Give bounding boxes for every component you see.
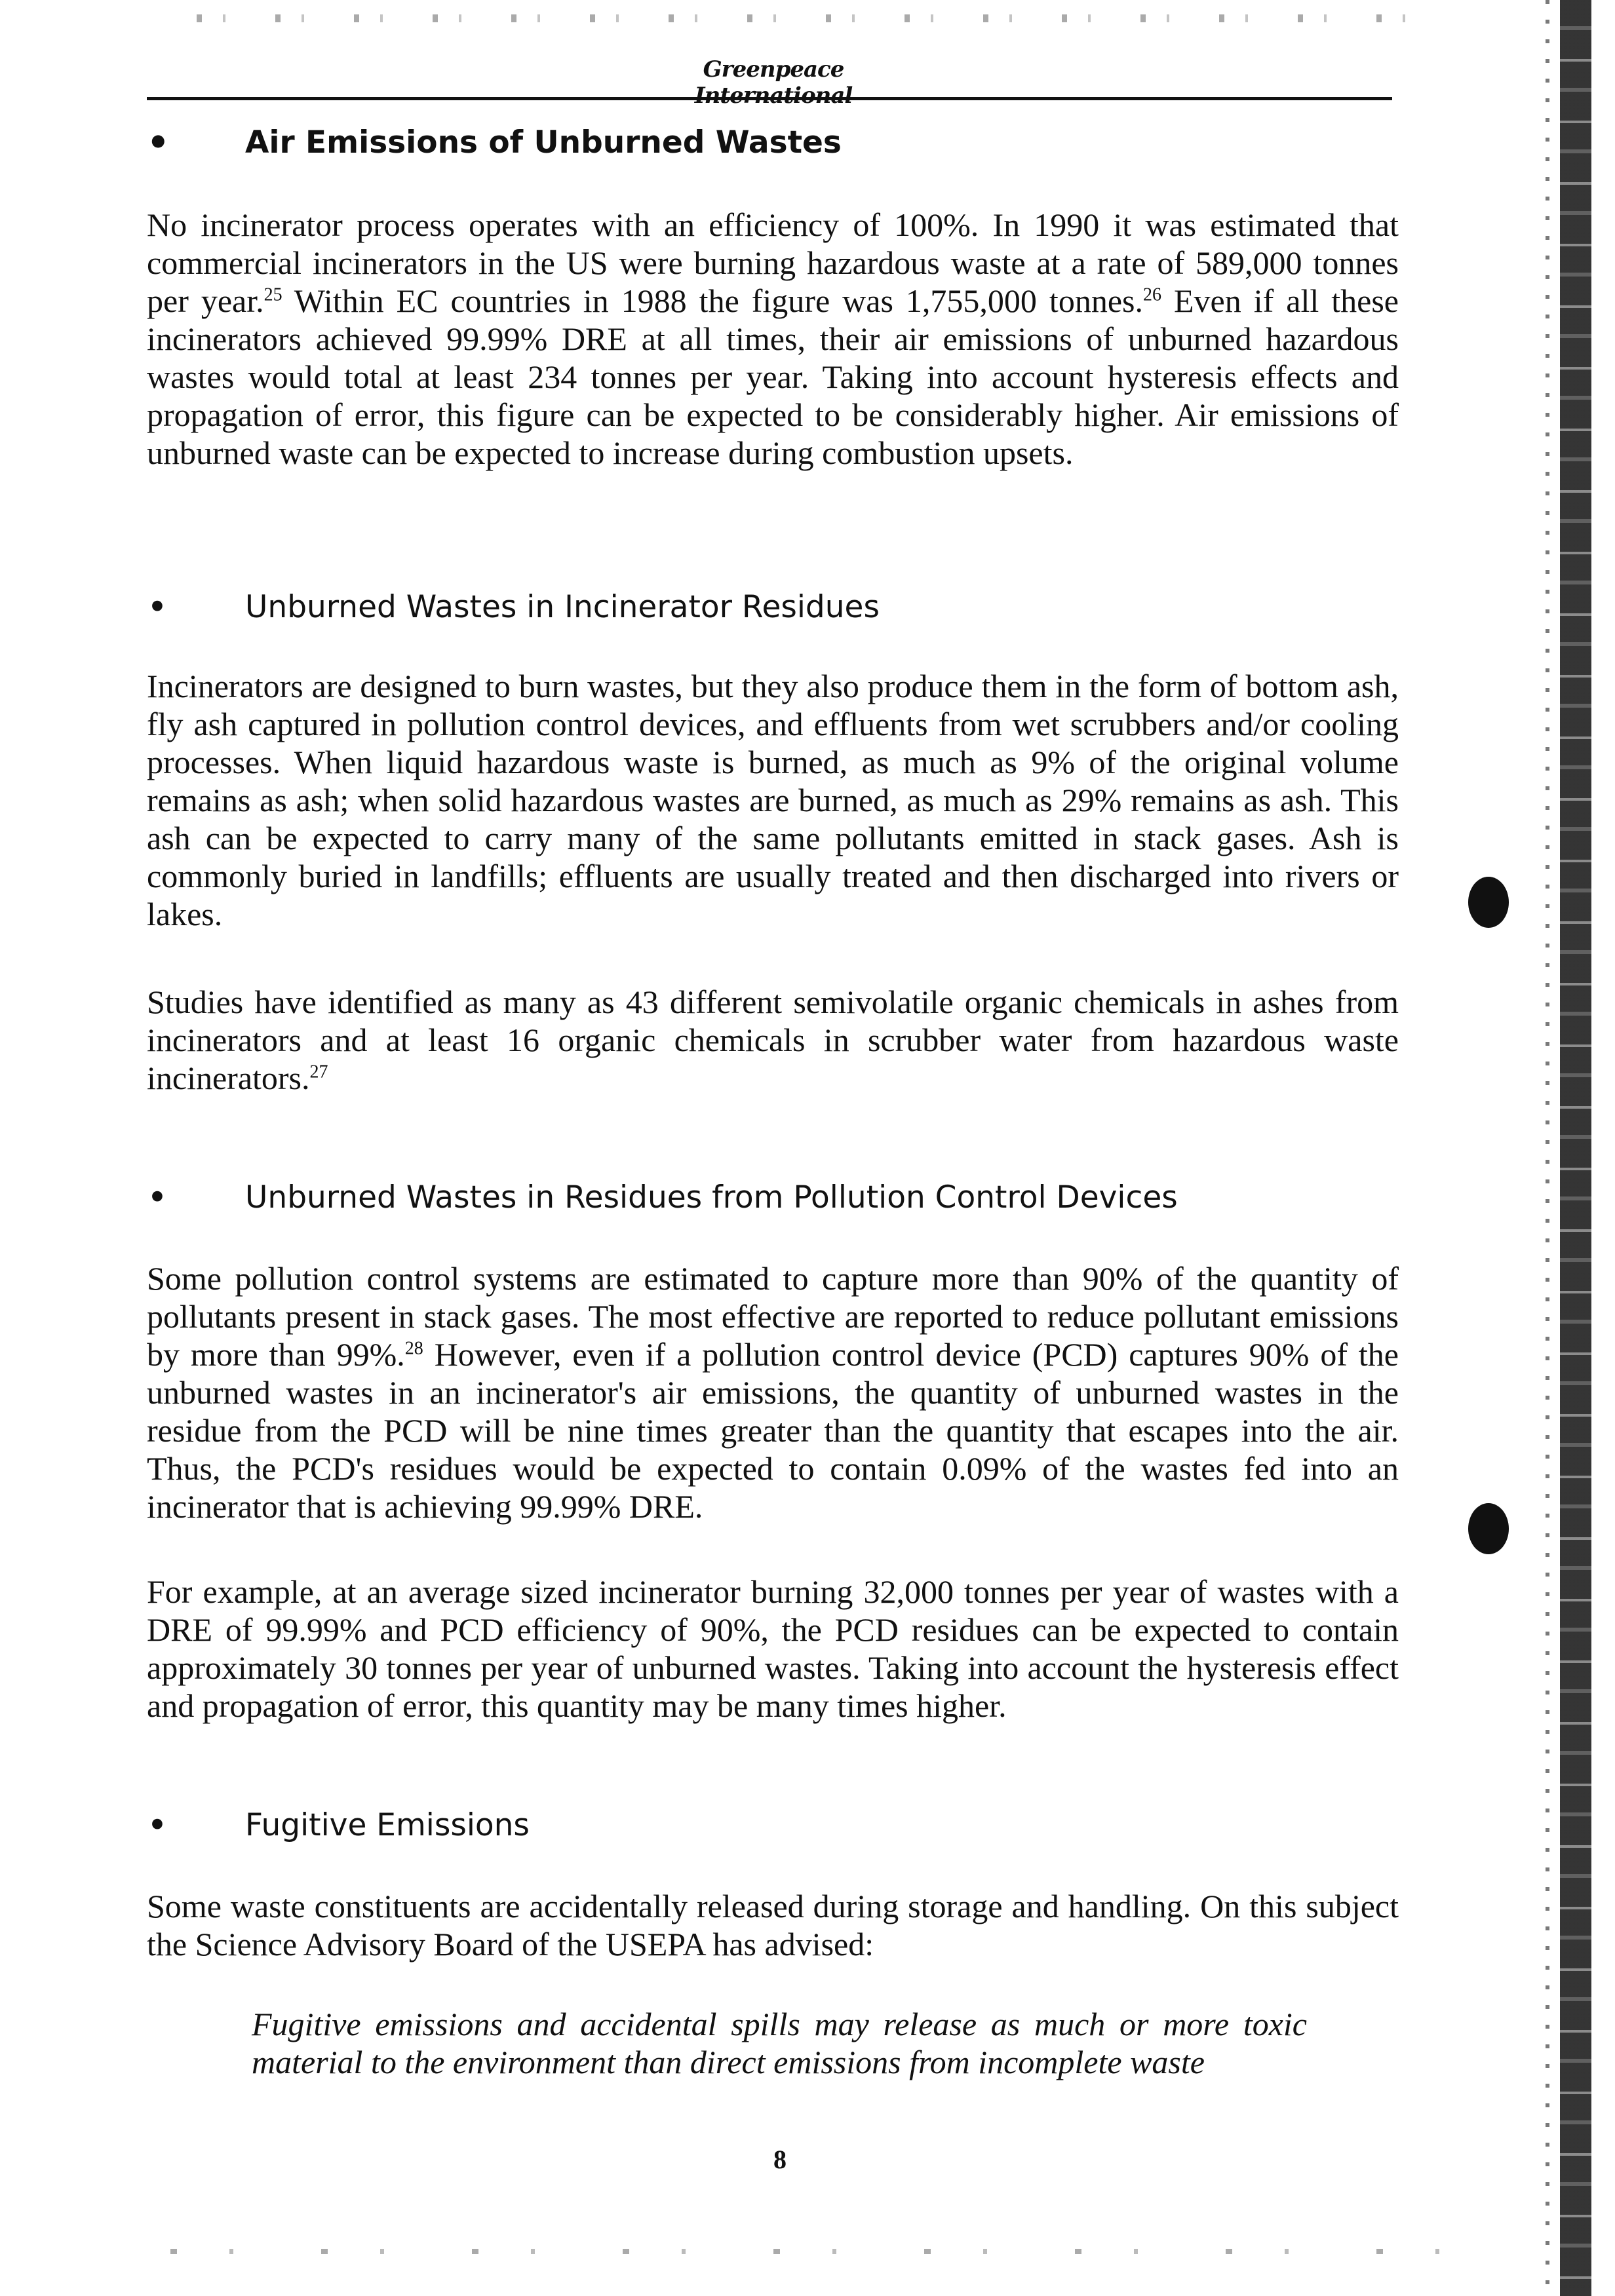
- header-rule: [147, 97, 1392, 100]
- scan-edge-speckle: [1546, 0, 1549, 2296]
- section-heading-pcd-residues: [147, 1177, 1178, 1218]
- bullet-icon: •: [147, 1805, 168, 1846]
- footnote-ref: 28: [404, 1338, 423, 1359]
- footnote-ref: 25: [263, 284, 282, 305]
- scan-edge-shadow: [1560, 0, 1591, 2296]
- bullet-icon: •: [147, 1177, 168, 1218]
- paragraph: Some waste constituents are accidentally released during storage and handling. On this subject the Science Advisory Board of the USEPA has advised:: [147, 1888, 1399, 1962]
- paragraph: No incinerator process operates with an efficiency of 100%. In 1990 it was estimated that commercial incinerators in the US were burning hazardous waste at a rate of 589,000 tonnes per year.$^{25}$ Within EC countries in 1988 the figure was 1,755,000 tonnes.$^{26}$ Even if all these incinerators achieved 99.99% DRE at all times, their air emissions of unburned hazardous wastes would total at least 234 tonnes per year. Taking into account hysteresis effects and propagation of error, this figure can be expected to be considerably higher. Air emissions of unburned waste can be expected to increase during combustion upsets.: [147, 206, 1399, 471]
- section-title: Air Emissions of Unburned Wastes: [245, 124, 842, 161]
- footnote-ref: 26: [1142, 284, 1161, 305]
- bullet-icon: •: [147, 122, 170, 163]
- scan-noise-bottom: [170, 2249, 1481, 2254]
- section-heading-air-emissions: [147, 122, 842, 163]
- block-quote: Fugitive emissions and accidental spills may release as much or more toxic material to the environment than direct emissions from incomplete waste: [252, 2006, 1307, 2080]
- paragraph: Incinerators are designed to burn wastes, but they also produce them in the form of bottom ash, fly ash captured in pollution control devices, and effluents from wet scrubbers and/or cooling processes. When liquid hazardous waste is burned, as much as 9% of the original volume remains as ash; when solid hazardous wastes are burned, as much as 29% remains as ash. This ash can be expected to carry many of the same pollutants emitted in stack gases. Ash is commonly buried in landfills; effluents are usually treated and then discharged into rivers or lakes.: [147, 668, 1399, 932]
- page-number: 8: [773, 2145, 787, 2174]
- paragraph: For example, at an average sized incinerator burning 32,000 tonnes per year of wastes with a DRE of 99.99% and PCD efficiency of 90%, the PCD residues can be expected to contain approximately 30 tonnes per year of unburned wastes. Taking into account the hysteresis effect and propagation of error, this quantity may be many times higher.: [147, 1573, 1399, 1724]
- punch-hole: [1468, 877, 1509, 928]
- section-title: Fugitive Emissions: [245, 1807, 530, 1843]
- punch-hole: [1468, 1503, 1509, 1554]
- paragraph: Some pollution control systems are estimated to capture more than 90% of the quantity of pollutants present in stack gases. The most effective are reported to reduce pollutant emissions by more than 99%.$^{28}$ However, even if a pollution control device (PCD) captures 90% of the unburned wastes in an incinerator's air emissions, the quantity of unburned wastes in the residue from the PCD will be nine times greater than the quantity that escapes into the air. Thus, the PCD's residues would be expected to contain 0.09% of the wastes fed into an incinerator that is achieving 99.99% DRE.: [147, 1260, 1399, 1525]
- section-heading-incinerator-residues: [147, 586, 880, 628]
- section-title: Unburned Wastes in Residues from Pollution Control Devices: [245, 1179, 1178, 1215]
- running-head: Greenpeace International: [694, 56, 853, 109]
- section-heading-fugitive-emissions: [147, 1805, 530, 1846]
- bullet-icon: •: [147, 586, 168, 628]
- section-title: Unburned Wastes in Incinerator Residues: [245, 589, 880, 625]
- footnote-ref: 27: [309, 1062, 328, 1082]
- scan-noise-top: [197, 14, 1442, 22]
- paragraph: Studies have identified as many as 43 different semivolatile organic chemicals in ashes from incinerators and at least 16 organic chemicals in scrubber water from hazardous waste incinerators.$^{27}$: [147, 984, 1399, 1096]
